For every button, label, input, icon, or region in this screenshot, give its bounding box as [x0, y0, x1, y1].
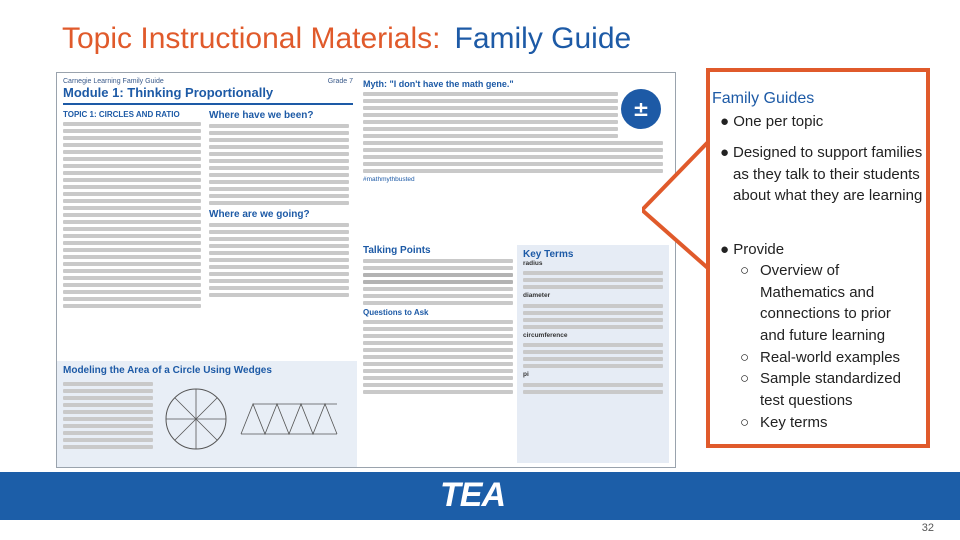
- callout-subitem-4-text: Key terms: [760, 414, 828, 431]
- slide-title-part2: Family Guide: [454, 22, 632, 55]
- doc-key-term-circumference: circumference: [523, 331, 568, 339]
- doc-header-left: Carnegie Learning Family Guide: [63, 78, 164, 85]
- doc-talking-points-title: Talking Points: [363, 245, 431, 256]
- doc-where-going: Where are we going?: [209, 209, 310, 220]
- slide-title: [62, 22, 631, 56]
- doc-modeling-section: [57, 361, 357, 467]
- doc-key-terms-title: Key Terms: [523, 249, 574, 260]
- doc-left-column: [63, 78, 353, 311]
- doc-header-right: Grade 7: [327, 78, 353, 85]
- doc-modeling-title: Modeling the Area of a Circle Using Wedges: [63, 365, 272, 376]
- callout-subitem-4: ○ Key terms: [740, 412, 920, 434]
- callout-subitem-2: ○ Real-world examples: [740, 347, 920, 369]
- doc-key-term-pi: pi: [523, 371, 529, 379]
- doc-key-term-radius: radius: [523, 260, 543, 267]
- callout-bullet-2-text: Designed to support families as they talk to their students about what they are learning: [733, 144, 923, 204]
- slide-title-part1: Topic Instructional Materials:: [62, 22, 441, 55]
- plus-minus-times-divide-icon: ±: [621, 89, 661, 129]
- doc-module-title: Module 1: Thinking Proportionally: [63, 85, 274, 100]
- callout-subitem-1-text: Overview of Mathematics and connections to prior and future learning: [760, 262, 891, 344]
- callout-bullet-3-text: Provide: [733, 241, 785, 258]
- page-number: 32: [921, 522, 934, 534]
- doc-where-been: Where have we been?: [209, 110, 314, 121]
- callout-subitem-3: ○ Sample standardized test questions: [740, 368, 920, 411]
- callout-bullet-1-text: One per topic: [733, 113, 824, 130]
- tea-logo: TEA: [440, 476, 505, 514]
- doc-topic-column: [63, 110, 201, 311]
- family-guide-document-image: [56, 72, 676, 468]
- doc-key-term-diameter: diameter: [523, 292, 551, 300]
- doc-where-column: [209, 110, 349, 311]
- callout-title: Family Guides: [712, 90, 815, 107]
- doc-myth-title: Myth: "I don't have the math gene.": [363, 79, 514, 89]
- callout-subitem-2-text: Real-world examples: [760, 349, 901, 366]
- callout-pointer: [642, 140, 712, 280]
- callout-subitem-3-text: Sample standardized test questions: [760, 370, 901, 409]
- callout-bullet-3: ● Provide: [720, 241, 785, 258]
- callout-bullet-2: ● Designed to support families as they talk to their students about what they are learning: [720, 142, 930, 207]
- callout-bullet-1: ● One per topic: [720, 113, 824, 130]
- doc-questions-title: Questions to Ask: [363, 308, 429, 317]
- doc-topic-title: TOPIC 1: CIRCLES AND RATIO: [63, 110, 180, 119]
- doc-myth-tag: #mathmythbusted: [363, 176, 415, 183]
- callout-subitem-1: ○ Overview of Mathematics and connections to prior and future learning: [740, 260, 920, 346]
- circle-wedges-diagram: [161, 379, 341, 459]
- doc-talking-points-section: [363, 245, 513, 465]
